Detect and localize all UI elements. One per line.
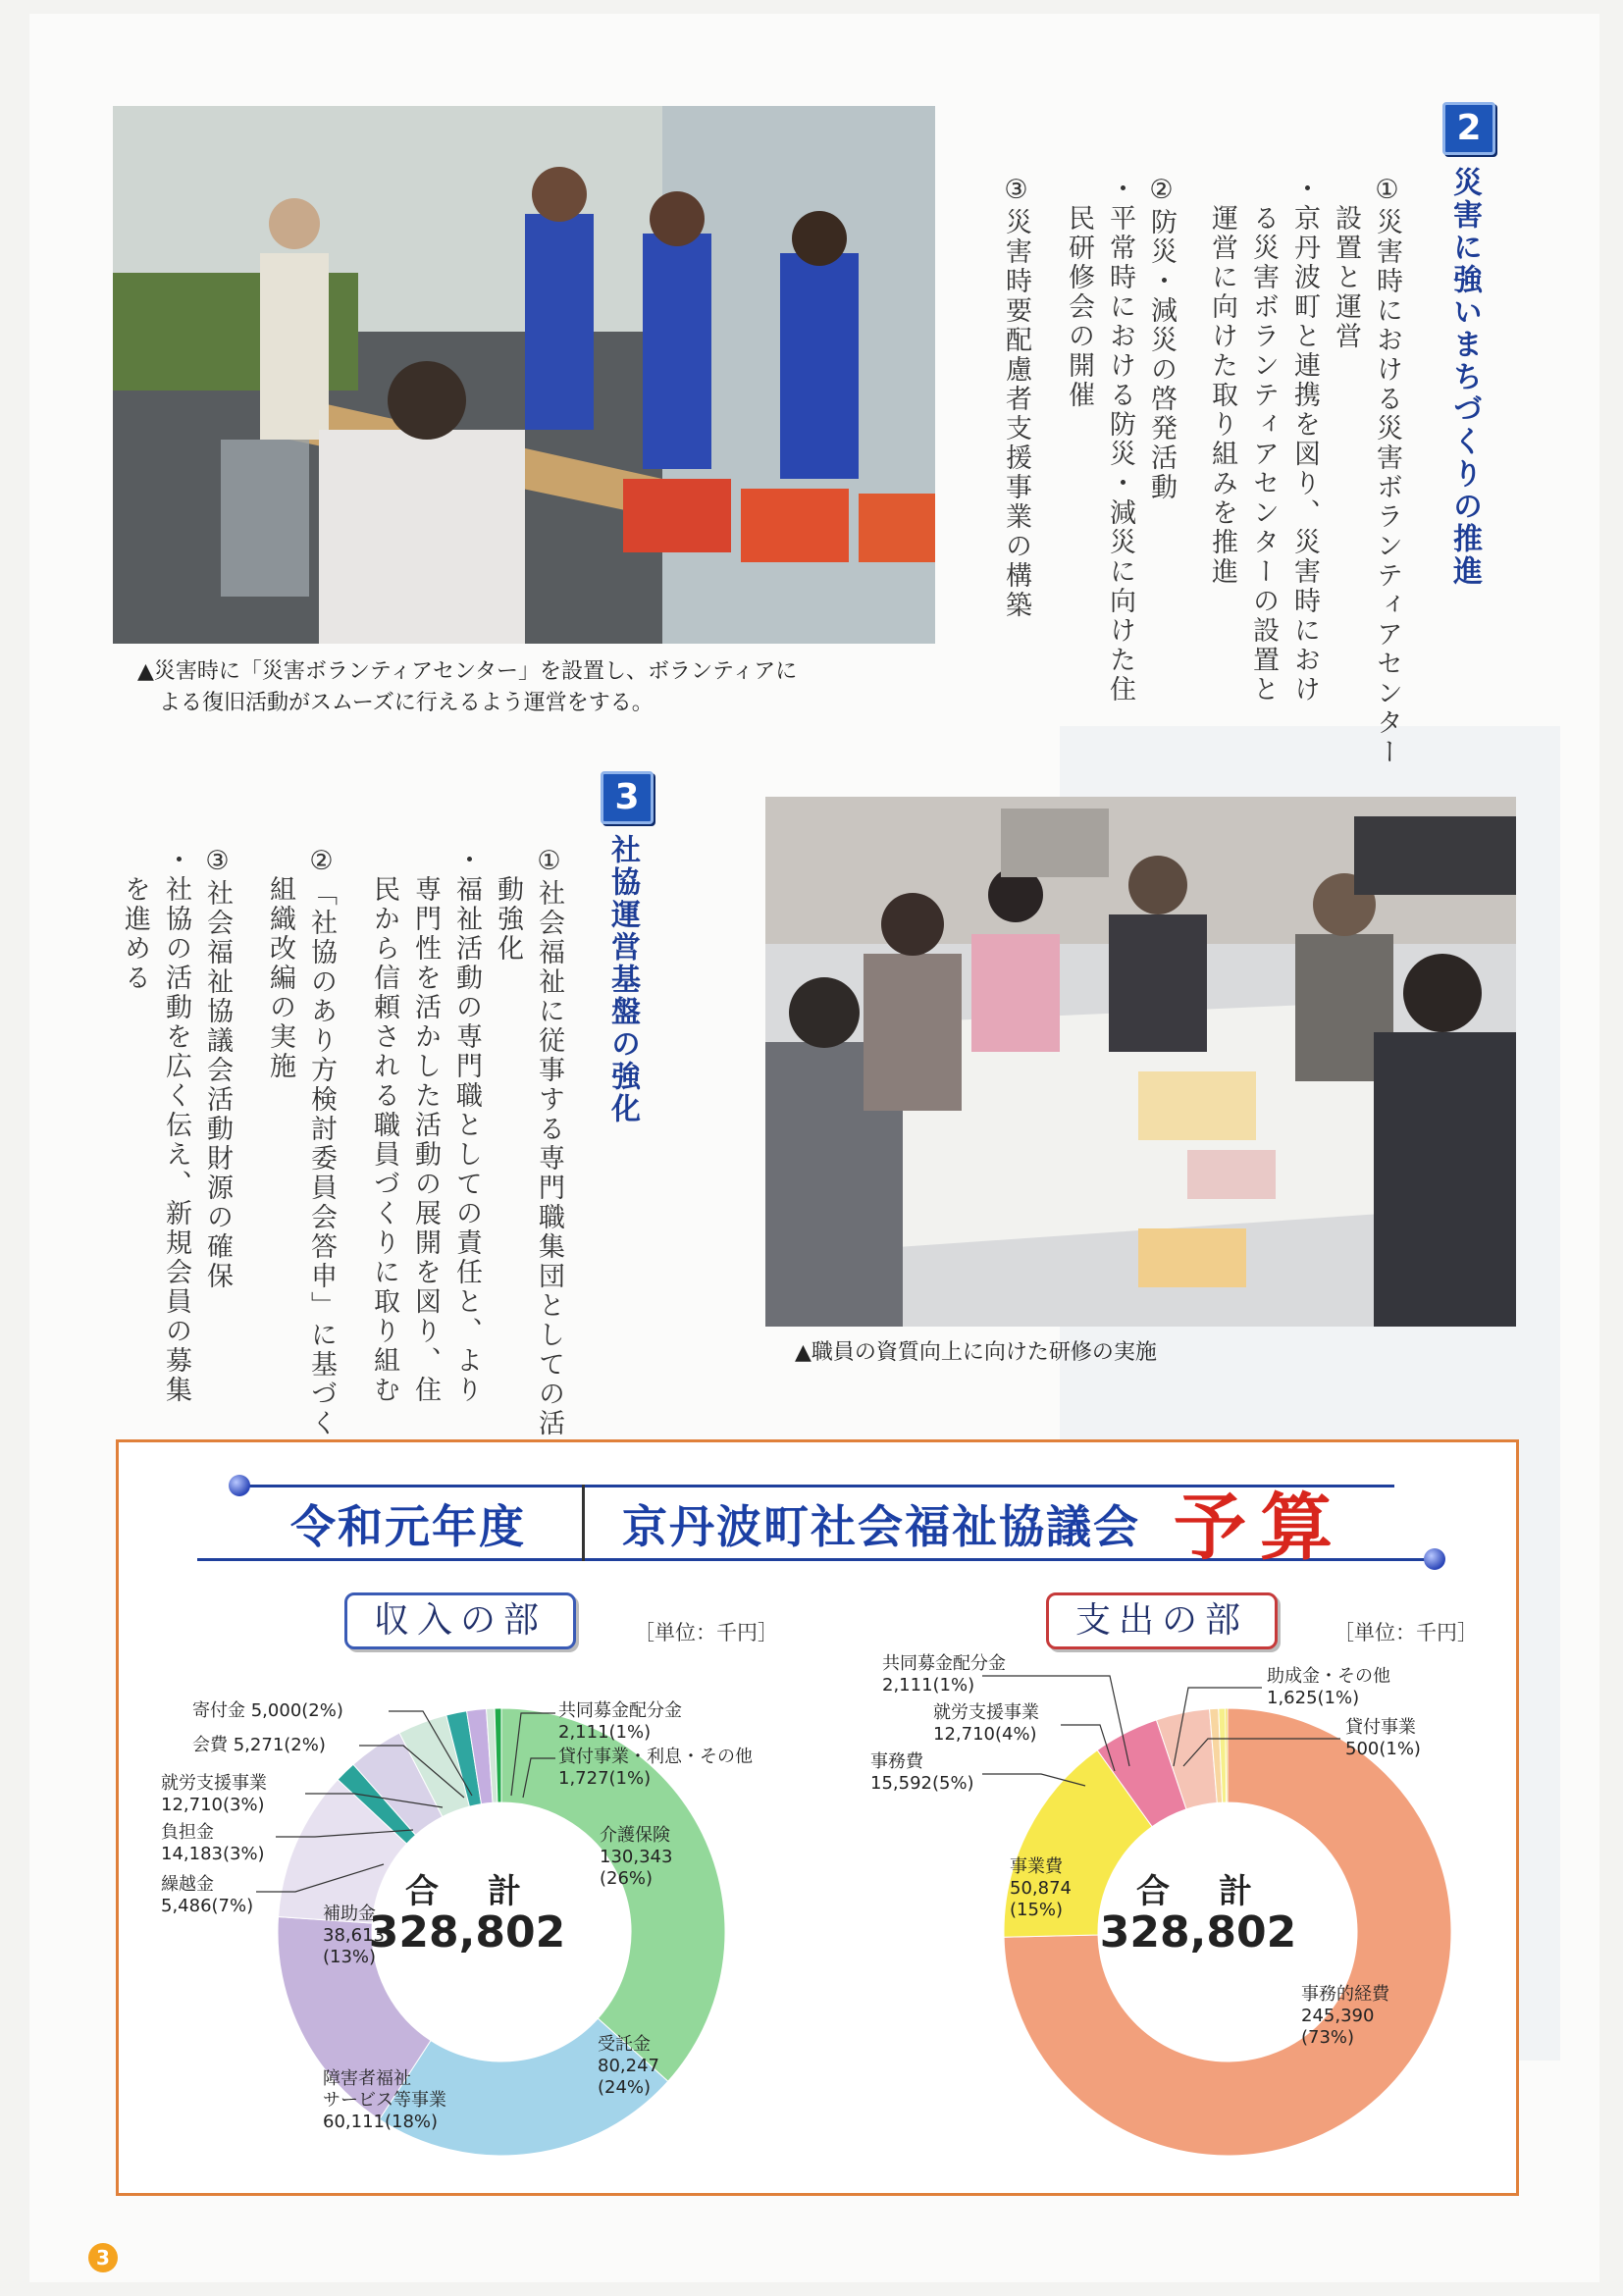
income-tag: 収入の部: [344, 1592, 576, 1649]
income-label-shuro: 就労支援事業 12,710(3%): [161, 1773, 267, 1815]
section3-line: ②「社協のあり方検討委員会答申」に基づく: [306, 846, 337, 1438]
staff-training-photo: [765, 797, 1516, 1327]
budget-year: 令和元年度: [290, 1500, 526, 1553]
section3-line: 組織改編の実施: [265, 846, 295, 1081]
section2-heading: 災害に強いまちづくりの推進: [1447, 167, 1482, 588]
expense-center-total: 328,802: [1099, 1907, 1297, 1957]
expense-label-kashitsuke: 貸付事業 500(1%): [1345, 1717, 1421, 1759]
section3-line: ①社会福祉に従事する専門職集団としての活: [534, 846, 564, 1438]
expense-label-jigyohi: 事業費 50,874 (15%): [1010, 1856, 1072, 1920]
section2-line: ①災害時における災害ボランティアセンター: [1372, 175, 1402, 767]
income-label-kashitsuke: 貸付事業・利息・その他 1,727(1%): [558, 1747, 753, 1789]
section3-line: ・福祉活動の専門職としての責任と、より: [451, 846, 482, 1405]
section2-line: ・京丹波町と連携を図り、災害時におけ: [1289, 175, 1320, 704]
section2-line: る災害ボランティアセンターの設置と: [1248, 175, 1279, 704]
expense-tag: 支出の部: [1046, 1592, 1278, 1649]
budget-org: 京丹波町社会福祉協議会: [622, 1500, 1140, 1553]
section3-line: 専門性を活かした活動の展開を図り、住: [410, 846, 441, 1405]
income-label-kyodo: 共同募金配分金 2,111(1%): [558, 1700, 682, 1743]
section3-heading: 社協運営基盤の強化: [605, 834, 640, 1125]
income-label-kaihi: 会費 5,271(2%): [192, 1735, 326, 1755]
expense-label-josei: 助成金・その他 1,625(1%): [1267, 1666, 1390, 1708]
section3-line: 民から信頼される職員づくりに取り組む: [369, 846, 399, 1405]
section2-line: ・平常時における防災・減災に向けた住: [1105, 175, 1135, 704]
page-number: 3: [88, 2243, 118, 2272]
section3-line: ③社会福祉協議会活動財源の確保: [202, 846, 233, 1291]
income-unit: ［単位：千円］: [634, 1621, 778, 1644]
income-center-label: 合 計: [405, 1872, 529, 1911]
section2-caption-line: よる復旧活動がスムーズに行えるよう運営をする。: [137, 691, 654, 715]
section3-caption: ▲職員の資質向上に向けた研修の実施: [795, 1340, 1157, 1365]
section2-number-badge: 2: [1442, 102, 1495, 155]
section2-line: 民研修会の開催: [1064, 175, 1094, 410]
expense-leader-lines: [119, 1442, 1522, 2199]
section3-line: ・社協の活動を広く伝え、新規会員の募集: [161, 846, 191, 1405]
income-label-futankin: 負担金 14,183(3%): [161, 1822, 265, 1864]
section3-number-badge: 3: [601, 771, 654, 824]
volunteer-center-photo: [113, 106, 935, 644]
income-label-kurikoshi: 繰越金 5,486(7%): [161, 1874, 254, 1916]
income-center-total: 328,802: [368, 1907, 566, 1957]
section2-line: ②防災・減災の啓発活動: [1146, 175, 1177, 502]
budget-panel: [116, 1439, 1519, 2196]
expense-unit: ［単位：千円］: [1334, 1621, 1478, 1644]
budget-title: 予算: [1174, 1486, 1346, 1570]
expense-center-label: 合 計: [1136, 1872, 1260, 1911]
section3-line: を進める: [120, 846, 150, 993]
income-label-kifukin: 寄付金 5,000(2%): [192, 1700, 343, 1721]
expense-label-jimuteki: 事務的経費 245,390 (73%): [1301, 1984, 1389, 2048]
section2-line: 運営に向けた取り組みを推進: [1207, 175, 1237, 587]
expense-label-jimuhi: 事務費 15,592(5%): [870, 1751, 974, 1794]
section2-line: 設置と運営: [1331, 175, 1361, 351]
income-label-jutaku: 受託金 80,247 (24%): [598, 2034, 659, 2098]
section3-line: 動強化: [493, 846, 523, 964]
section2-caption-line: ▲災害時に「災害ボランティアセンター」を設置し、ボランティアに: [137, 659, 798, 684]
income-label-shogai: 障害者福祉 サービス等事業 60,111(18%): [323, 2068, 446, 2132]
income-label-hojokin: 補助金 38,613 (13%): [323, 1904, 385, 1967]
expense-label-shuro: 就労支援事業 12,710(4%): [933, 1702, 1039, 1745]
income-label-kaigo: 介護保険 130,343 (26%): [600, 1825, 673, 1889]
expense-label-kyodo: 共同募金配分金 2,111(1%): [882, 1653, 1006, 1696]
section2-line: ③災害時要配慮者支援事業の構築: [1001, 175, 1031, 620]
